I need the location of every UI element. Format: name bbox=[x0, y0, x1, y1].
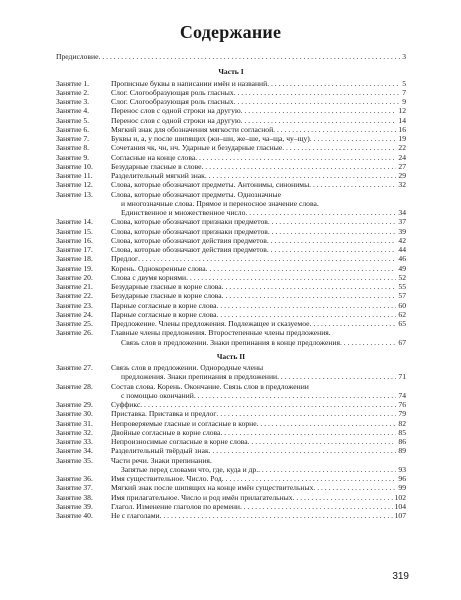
toc-leader-dots bbox=[234, 97, 401, 106]
toc-entry[interactable] bbox=[56, 428, 406, 437]
toc-entry-title: Корень. Однокоренные слова bbox=[111, 263, 206, 273]
toc-page-number: 71 bbox=[398, 372, 406, 382]
toc-entry-title: Слова с двумя корнями bbox=[111, 272, 187, 282]
toc-label-spacer bbox=[56, 391, 111, 400]
toc-entry-title: Слова, которые обозначают предметы. Однозначные bbox=[111, 189, 282, 199]
toc-entry[interactable] bbox=[56, 319, 406, 328]
toc-leader-dots bbox=[222, 282, 397, 291]
toc-leader-dots bbox=[202, 162, 397, 171]
toc-entry-title: Непроверяемые гласные и согласные в корне bbox=[111, 418, 257, 428]
toc-lesson-label: Занятие 3. bbox=[56, 97, 90, 106]
toc-preface[interactable] bbox=[56, 52, 406, 61]
toc-leader-dots bbox=[160, 511, 393, 520]
toc-lesson-label: Занятие 24. bbox=[56, 309, 93, 319]
toc-leader-dots bbox=[140, 400, 396, 409]
toc-lesson-label: Занятие 22. bbox=[56, 291, 93, 301]
toc-entry-title: Не с глаголами bbox=[111, 511, 160, 520]
toc-entry-title: Глагол. Изменение глаголов по времени bbox=[111, 501, 240, 511]
toc-lesson-label: Занятие 7. bbox=[56, 134, 90, 143]
toc-entry[interactable] bbox=[56, 88, 406, 97]
toc-page-number: 57 bbox=[398, 291, 406, 301]
toc-entry-title: Предлог bbox=[111, 254, 139, 264]
toc-page-number: 3 bbox=[402, 52, 406, 61]
toc-entry-continuation bbox=[56, 208, 406, 217]
toc-entry[interactable] bbox=[56, 493, 406, 502]
toc-entry-title: Предложение. Члены предложения. Подлежащее и сказуемое bbox=[111, 319, 310, 328]
toc-entry-title: и многозначные слова. Прямое и переносное значение слова. bbox=[121, 198, 319, 208]
toc-entry-title: с помощью окончаний bbox=[121, 390, 194, 400]
toc-entry-title: Согласные на конце слова bbox=[111, 152, 196, 162]
toc-page-number: 37 bbox=[398, 217, 406, 227]
toc-page-number: 55 bbox=[398, 282, 406, 291]
toc-leader-dots bbox=[194, 391, 397, 400]
lesson-27-entry bbox=[56, 363, 406, 382]
toc-entry-title: Слова, которые обозначают предметы. Антонимы, синонимы bbox=[111, 180, 310, 190]
toc-page-number: 89 bbox=[398, 446, 406, 456]
part2-entries bbox=[56, 400, 406, 456]
toc-leader-dots bbox=[222, 474, 397, 483]
toc-entry[interactable] bbox=[56, 227, 406, 236]
toc-leader-dots bbox=[293, 493, 393, 502]
toc-lesson-label: Занятие 13. bbox=[56, 189, 93, 199]
toc-lesson-label: Занятие 14. bbox=[56, 217, 93, 227]
toc-lesson-label: Занятие 34. bbox=[56, 446, 93, 456]
toc-lesson-label: Занятие 2. bbox=[56, 87, 90, 97]
toc-entry[interactable] bbox=[56, 162, 406, 171]
toc-leader-dots bbox=[267, 245, 397, 254]
toc-leader-dots bbox=[216, 409, 396, 418]
toc-lesson-label: Занятие 25. bbox=[56, 319, 93, 328]
toc-label-spacer bbox=[56, 372, 111, 381]
toc-entry[interactable] bbox=[56, 143, 406, 152]
toc-entry[interactable] bbox=[56, 180, 406, 189]
toc-entry[interactable] bbox=[56, 282, 406, 291]
toc-page-number: 104 bbox=[394, 501, 406, 511]
toc-lesson-label: Занятие 35. bbox=[56, 455, 93, 465]
toc-entry-title: Мягкий знак после шипящих на конце имён существительных bbox=[111, 483, 314, 493]
toc-label-spacer bbox=[56, 208, 111, 217]
toc-entry-continuation bbox=[56, 338, 406, 347]
toc-page-number: 34 bbox=[398, 208, 406, 217]
toc-page-number: 39 bbox=[398, 226, 406, 236]
toc-lesson-label: Занятие 21. bbox=[56, 282, 93, 291]
toc-leader-dots bbox=[241, 116, 397, 125]
toc-preface-text: Предисловие bbox=[56, 52, 99, 61]
toc-entry-continuation bbox=[56, 391, 406, 400]
toc-lesson-label: Занятие 9. bbox=[56, 152, 90, 162]
toc-lesson-label: Занятие 17. bbox=[56, 245, 93, 254]
toc-page-number: 99 bbox=[398, 483, 406, 493]
toc-leader-dots bbox=[222, 291, 397, 300]
toc-lesson-label: Занятие 39. bbox=[56, 501, 93, 511]
toc-entry[interactable] bbox=[56, 502, 406, 511]
toc-page-number: 5 bbox=[402, 78, 406, 88]
part1-entries bbox=[56, 79, 406, 190]
toc-leader-dots bbox=[310, 319, 397, 328]
toc-entry[interactable] bbox=[56, 79, 406, 88]
toc-entry-title: Единственное и множественное число bbox=[121, 208, 246, 217]
toc-entry-title: Парные согласные в корне слова bbox=[111, 309, 217, 319]
toc-leader-dots bbox=[282, 143, 396, 152]
toc-page-number: 107 bbox=[394, 511, 406, 520]
toc-leader-dots bbox=[138, 254, 396, 263]
toc-lesson-label: Занятие 37. bbox=[56, 483, 93, 493]
toc-entry-title: Связь слов в предложении. Знаки препинания в конце предложения bbox=[121, 337, 340, 347]
toc-entry[interactable] bbox=[56, 190, 406, 199]
toc-leader-dots bbox=[268, 217, 397, 226]
toc-leader-dots bbox=[257, 419, 397, 428]
toc-leader-dots bbox=[220, 428, 396, 437]
toc-leader-dots bbox=[267, 236, 397, 245]
toc-entry-title: Слова, которые обозначают действия предметов bbox=[111, 245, 267, 254]
toc-entry-title: Буквы и, а, у после шипящих (жи–ши, же–ше, ча–ща, чу–щу) bbox=[111, 134, 310, 143]
toc-page-number: 85 bbox=[398, 427, 406, 437]
toc-entry-title: Слог. Слогообразующая роль гласных bbox=[111, 87, 234, 97]
toc-page-number: 102 bbox=[394, 492, 406, 502]
toc-page-number: 65 bbox=[398, 319, 406, 328]
toc-leader-dots bbox=[310, 134, 397, 143]
toc-entry[interactable] bbox=[56, 106, 406, 115]
toc-page-number: 79 bbox=[398, 409, 406, 419]
toc-label-spacer bbox=[56, 338, 111, 347]
toc-entry-title: Части речи. Знаки препинания. bbox=[111, 455, 212, 465]
toc-entry[interactable] bbox=[56, 301, 406, 310]
toc-page-number: 49 bbox=[398, 263, 406, 273]
toc-page-number: 74 bbox=[398, 390, 406, 400]
toc-entry-title: предложения. Знаки препинания в предложении bbox=[121, 372, 278, 382]
toc-entry[interactable] bbox=[56, 116, 406, 125]
toc-entry[interactable] bbox=[56, 419, 406, 428]
toc-page-number: 24 bbox=[398, 152, 406, 162]
toc-leader-dots bbox=[245, 208, 396, 217]
toc-entry-title: Суффикс bbox=[111, 400, 141, 409]
toc-page-number: 22 bbox=[398, 143, 406, 153]
toc-page-number: 60 bbox=[398, 300, 406, 310]
toc-entry-title: Перенос слов с одной строки на другую bbox=[111, 106, 241, 116]
toc-leader-dots bbox=[313, 483, 396, 492]
lesson-13-entry bbox=[56, 190, 406, 218]
toc-entry[interactable] bbox=[56, 134, 406, 143]
toc-page-number: 19 bbox=[398, 134, 406, 143]
part2-entries-b bbox=[56, 474, 406, 520]
lesson-28-entry bbox=[56, 382, 406, 401]
toc-entry-title: Связь слов в предложении. Однородные члены bbox=[111, 363, 264, 372]
toc-lesson-label: Занятие 20. bbox=[56, 272, 93, 282]
toc-entry-title: Разделительный мягкий знак bbox=[111, 171, 205, 180]
part-heading: Часть II bbox=[216, 351, 246, 361]
lesson-35-entry bbox=[56, 456, 406, 475]
toc-entry-title: Приставка. Приставка и предлог bbox=[111, 409, 217, 419]
toc-leader-dots bbox=[273, 125, 396, 134]
toc-page-number: 29 bbox=[398, 171, 406, 180]
toc-entry-title: Разделительный твёрдый знак bbox=[111, 446, 209, 456]
toc-entry[interactable] bbox=[56, 125, 406, 134]
toc-entry[interactable] bbox=[56, 382, 406, 391]
toc-page-number: 42 bbox=[398, 235, 406, 245]
toc-leader-dots bbox=[248, 437, 397, 446]
toc-entry[interactable] bbox=[56, 245, 406, 254]
page-number: 319 bbox=[392, 571, 409, 582]
toc-lesson-label: Занятие 4. bbox=[56, 106, 90, 116]
toc-lesson-label: Занятие 19. bbox=[56, 263, 93, 273]
toc-page-number: 32 bbox=[398, 180, 406, 190]
toc-page-number: 93 bbox=[398, 464, 406, 474]
toc-entry[interactable] bbox=[56, 97, 406, 106]
toc-page-number: 96 bbox=[398, 474, 406, 483]
toc-entry[interactable] bbox=[56, 254, 406, 263]
toc-entry[interactable] bbox=[56, 153, 406, 162]
toc-entry[interactable] bbox=[56, 328, 406, 337]
page-title: Содержание bbox=[179, 22, 282, 42]
toc-lesson-label: Занятие 16. bbox=[56, 235, 93, 245]
toc-entry[interactable] bbox=[56, 236, 406, 245]
toc-leader-dots bbox=[195, 153, 396, 162]
toc-entry-title: Сочетания чк, чн, нч. Ударные и безударные гласные bbox=[111, 143, 283, 153]
toc-lesson-label: Занятие 27. bbox=[56, 363, 93, 372]
toc-lesson-label: Занятие 8. bbox=[56, 143, 90, 153]
toc-leader-dots bbox=[216, 301, 396, 310]
toc-lesson-label: Занятие 11. bbox=[56, 171, 93, 180]
toc-page-number: 86 bbox=[398, 437, 406, 446]
toc-page-number: 67 bbox=[398, 337, 406, 347]
toc-lesson-label: Занятие 6. bbox=[56, 124, 90, 134]
toc-entry-title: Слова, которые обозначают признаки предметов bbox=[111, 226, 268, 236]
toc-entry-title: Прописные буквы в написании имён и названий bbox=[111, 78, 268, 88]
toc-entry-title: Безударные гласные в корне слова bbox=[111, 282, 222, 291]
toc-entry[interactable] bbox=[56, 483, 406, 492]
toc-entry-title: Главные члены предложения. Второстепенные члены предложения. bbox=[111, 328, 331, 338]
toc-entry-title: Слог. Слогообразующая роль гласных bbox=[111, 97, 234, 106]
toc-page-number: 62 bbox=[398, 309, 406, 319]
toc-entry-title: Состав слова. Корень. Окончание. Связь слов в предложении bbox=[111, 381, 309, 391]
toc-page-number: 46 bbox=[398, 254, 406, 264]
toc-entry[interactable] bbox=[56, 217, 406, 226]
toc-leader-dots bbox=[277, 372, 396, 381]
toc-entry-continuation bbox=[56, 199, 406, 208]
toc-leader-dots bbox=[309, 180, 396, 189]
toc-leader-dots bbox=[240, 502, 393, 511]
toc-entry-title: Парные согласные в корне слова bbox=[111, 300, 217, 310]
toc-leader-dots bbox=[206, 264, 397, 273]
toc-entry-title: Имя существительное. Число. Род bbox=[111, 474, 222, 483]
toc-entry-title: Безударные гласные в корне слова bbox=[111, 291, 222, 301]
toc-entry[interactable] bbox=[56, 264, 406, 273]
toc-lesson-label: Занятие 29. bbox=[56, 400, 93, 409]
toc-lesson-label: Занятие 1. bbox=[56, 78, 90, 88]
toc-entry-title: Перенос слов с одной строки на другую bbox=[111, 115, 241, 125]
toc-entry[interactable] bbox=[56, 310, 406, 319]
toc-leader-dots bbox=[98, 52, 400, 61]
toc-lesson-label: Занятие 40. bbox=[56, 511, 93, 520]
toc-leader-dots bbox=[234, 88, 401, 97]
toc-leader-dots bbox=[267, 79, 400, 88]
toc-entry-title: Слова, которые обозначают действия предметов bbox=[111, 235, 267, 245]
toc-entry-title: Двойные согласные в корне слова bbox=[111, 427, 221, 437]
toc-entry-title: Запятые перед словами что, где, куда и др. bbox=[121, 464, 259, 474]
toc-lesson-label: Занятие 12. bbox=[56, 180, 93, 190]
toc-entry[interactable] bbox=[56, 511, 406, 520]
toc-entry[interactable] bbox=[56, 273, 406, 282]
toc-entry[interactable] bbox=[56, 171, 406, 180]
toc-page-number: 12 bbox=[398, 106, 406, 116]
toc-leader-dots bbox=[241, 106, 397, 115]
toc-lesson-label: Занятие 23. bbox=[56, 300, 93, 310]
toc-lesson-label: Занятие 5. bbox=[56, 115, 90, 125]
toc-entry-title: Имя прилагательное. Число и род имён прилагательных bbox=[111, 492, 293, 502]
toc-page-number: 9 bbox=[402, 97, 406, 106]
toc-leader-dots bbox=[268, 227, 397, 236]
toc-lesson-label: Занятие 31. bbox=[56, 418, 93, 428]
toc-lesson-label: Занятие 18. bbox=[56, 254, 93, 264]
toc-entry[interactable] bbox=[56, 437, 406, 446]
toc-entry-title: Мягкий знак для обозначения мягкости согласной bbox=[111, 124, 274, 134]
toc-entry[interactable] bbox=[56, 363, 406, 372]
toc-lesson-label: Занятие 10. bbox=[56, 161, 93, 171]
toc-page-number: 14 bbox=[398, 115, 406, 125]
toc-lesson-label: Занятие 28. bbox=[56, 381, 93, 391]
toc-lesson-label: Занятие 15. bbox=[56, 226, 93, 236]
toc-entry-continuation bbox=[56, 465, 406, 474]
toc-entry[interactable] bbox=[56, 400, 406, 409]
toc-lesson-label: Занятие 32. bbox=[56, 427, 93, 437]
toc-lesson-label: Занятие 38. bbox=[56, 492, 93, 502]
toc-lesson-label: Занятие 26. bbox=[56, 328, 93, 338]
toc-lesson-label: Занятие 36. bbox=[56, 474, 93, 483]
toc-page-number: 16 bbox=[398, 124, 406, 134]
part-heading: Часть I bbox=[218, 67, 244, 77]
toc-entry-title: Слова, которые обозначают признаки предметов bbox=[111, 217, 268, 227]
toc-lesson-label: Занятие 33. bbox=[56, 437, 93, 446]
toc-leader-dots bbox=[258, 465, 396, 474]
part1-entries-b bbox=[56, 217, 406, 328]
toc-entry-title: Безударные гласные в слове bbox=[111, 161, 202, 171]
toc-leader-dots bbox=[209, 446, 397, 455]
toc-entry-continuation bbox=[56, 372, 406, 381]
toc-page-number: 7 bbox=[402, 87, 406, 97]
toc-entry[interactable] bbox=[56, 474, 406, 483]
toc-leader-dots bbox=[186, 273, 396, 282]
toc-entry-title: Непроизносимые согласные в корне слова bbox=[111, 437, 248, 446]
toc-leader-dots bbox=[340, 338, 396, 347]
toc-page-number: 52 bbox=[398, 272, 406, 282]
lesson-26-entry bbox=[56, 328, 406, 347]
toc-leader-dots bbox=[216, 310, 396, 319]
toc-entry[interactable] bbox=[56, 456, 406, 465]
toc-entry[interactable] bbox=[56, 291, 406, 300]
toc-page-number: 27 bbox=[398, 161, 406, 171]
toc-entry[interactable] bbox=[56, 446, 406, 455]
table-of-contents bbox=[56, 52, 406, 520]
toc-leader-dots bbox=[205, 171, 397, 180]
toc-page-number: 76 bbox=[398, 400, 406, 409]
toc-page-number: 82 bbox=[398, 418, 406, 428]
toc-label-spacer bbox=[56, 199, 111, 208]
toc-label-spacer bbox=[56, 465, 111, 474]
toc-entry[interactable] bbox=[56, 409, 406, 418]
toc-lesson-label: Занятие 30. bbox=[56, 409, 93, 419]
toc-page-number: 44 bbox=[398, 245, 406, 254]
